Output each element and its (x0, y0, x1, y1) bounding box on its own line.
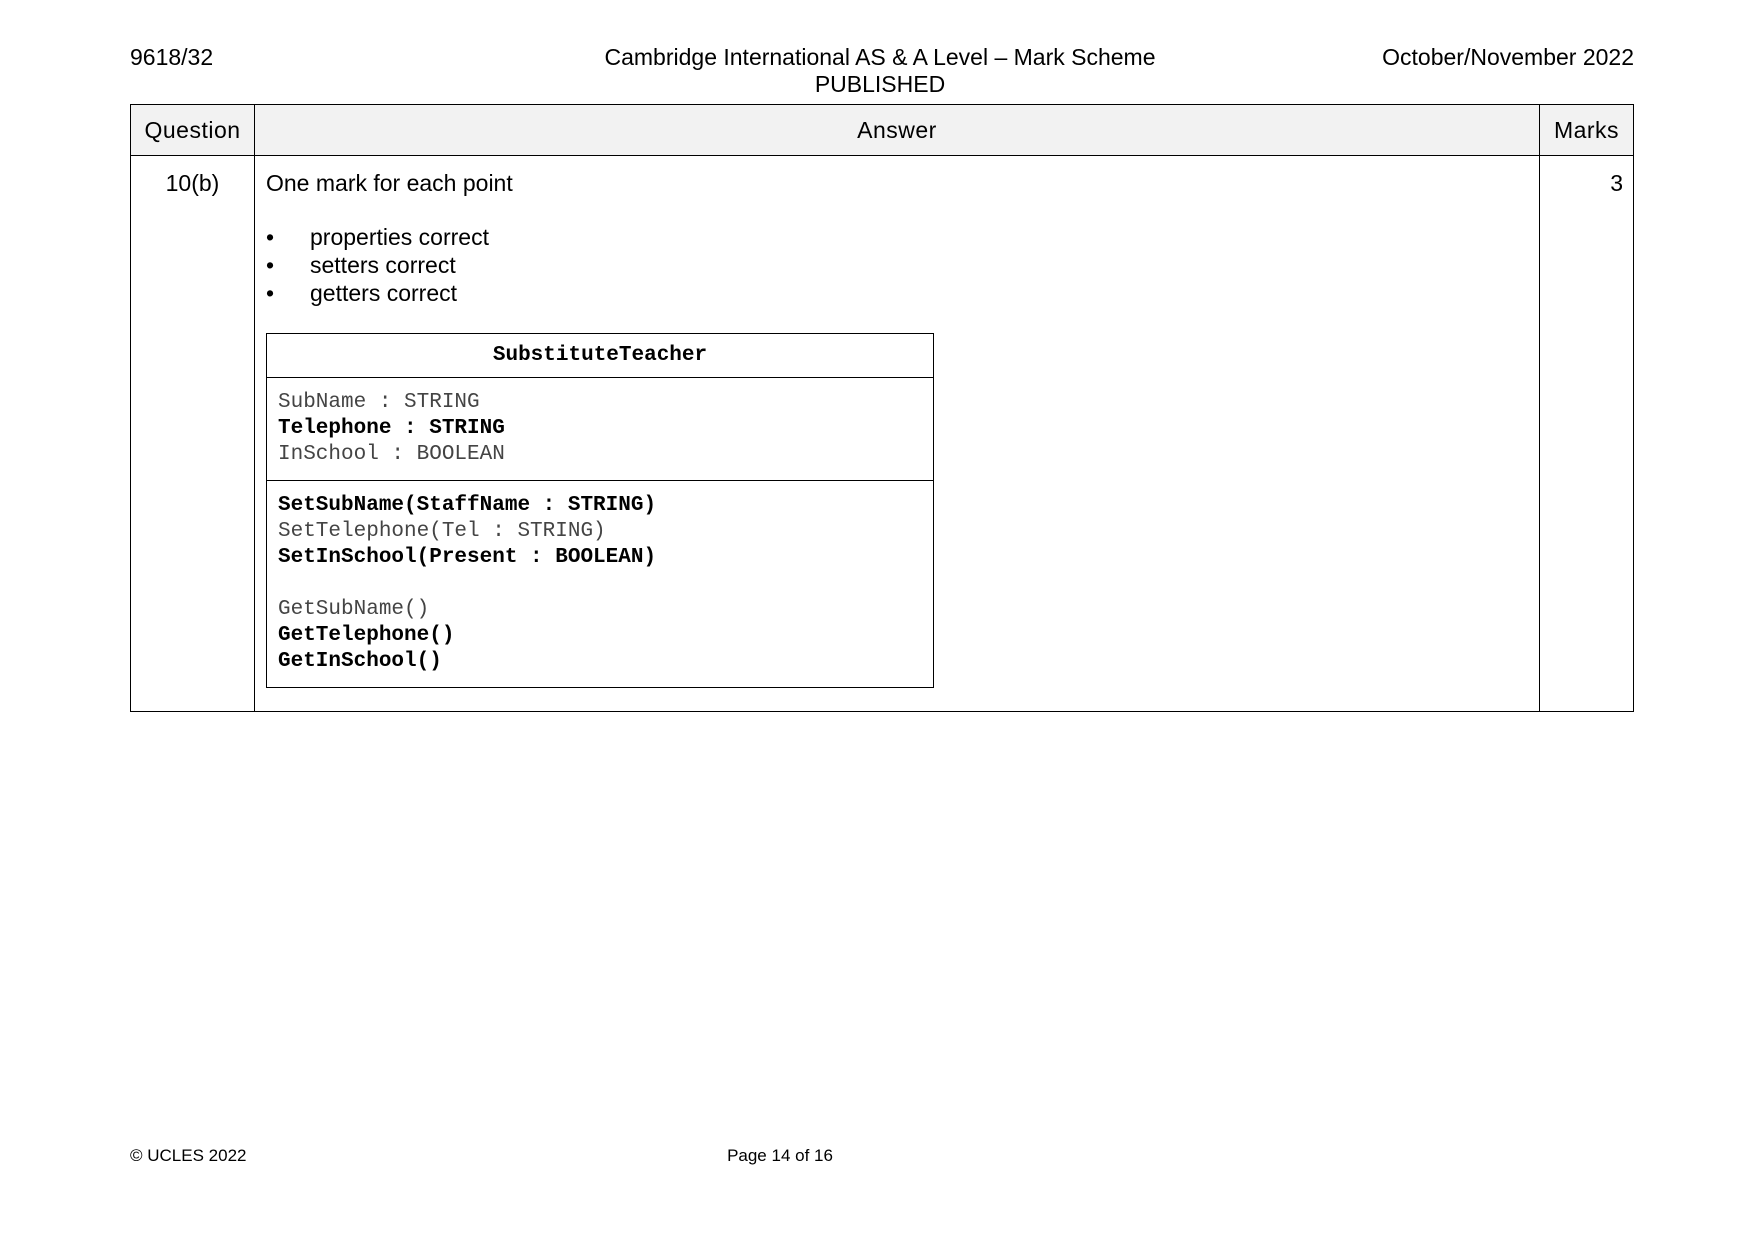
setter-method: SetTelephone(Tel : STRING) (278, 520, 606, 543)
point-text: setters correct (310, 252, 456, 278)
attribute: SubName : STRING (278, 391, 480, 414)
list-item (266, 223, 1529, 251)
list-item (266, 279, 1529, 307)
table-header-row (131, 105, 1634, 156)
setter-method: SetSubName(StaffName : STRING) (278, 494, 657, 517)
title-line: Cambridge International AS & A Level – Mark Scheme (604, 44, 1156, 70)
marking-points (266, 223, 1529, 307)
bullet-icon: • (266, 280, 275, 306)
bullet-icon: • (266, 224, 275, 250)
marks-value: 3 (1540, 156, 1634, 712)
getter-method: GetInSchool() (278, 650, 442, 673)
column-header-marks: Marks (1540, 105, 1634, 156)
point-text: getters correct (310, 280, 457, 306)
class-diagram (266, 333, 934, 688)
page-number: Page 14 of 16 (727, 1146, 833, 1165)
attribute: InSchool : BOOLEAN (278, 443, 505, 466)
table-row (131, 156, 1634, 712)
copyright: © UCLES 2022 (130, 1146, 247, 1165)
getter-method: GetTelephone() (278, 624, 455, 647)
list-item (266, 251, 1529, 279)
question-number: 10(b) (131, 156, 255, 712)
exam-session: October/November 2022 (1382, 44, 1634, 70)
paper-code: 9618/32 (130, 44, 214, 70)
column-header-question: Question (131, 105, 255, 156)
attribute: Telephone : STRING (278, 417, 505, 440)
published-label: PUBLISHED (814, 71, 946, 97)
document-title (500, 44, 1260, 98)
setter-method: SetInSchool(Present : BOOLEAN) (278, 546, 657, 569)
column-header-answer: Answer (255, 105, 1540, 156)
point-text: properties correct (310, 224, 489, 250)
class-methods (267, 481, 933, 687)
getter-method: GetSubName() (278, 598, 430, 621)
class-name: SubstituteTeacher (267, 334, 933, 378)
bullet-icon: • (266, 252, 275, 278)
mark-scheme-table (130, 104, 1634, 712)
class-attributes (267, 378, 933, 481)
answer-cell (255, 156, 1540, 712)
answer-intro: One mark for each point (266, 170, 513, 196)
